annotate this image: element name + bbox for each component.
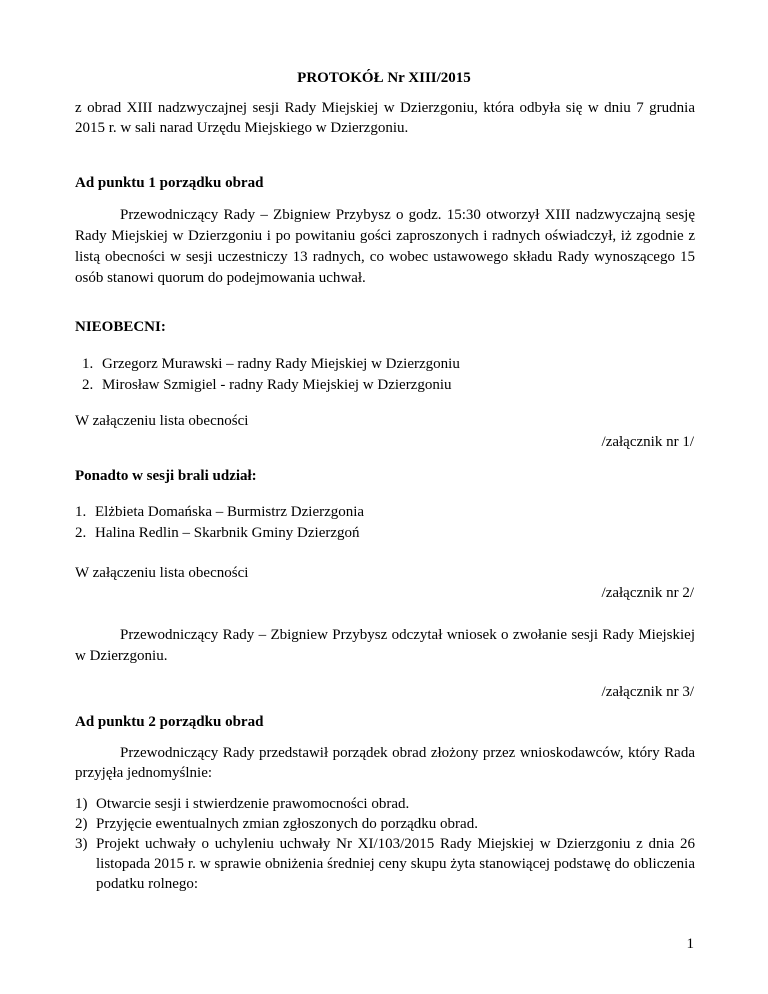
- list-item-text: Mirosław Szmigiel - radny Rady Miejskiej w Dzierzgoniu: [102, 377, 452, 393]
- list-item: [75, 502, 364, 522]
- absent-heading: NIEOBECNI:: [75, 319, 166, 335]
- list-item-number: 3): [75, 836, 88, 852]
- list-item: [75, 794, 695, 814]
- ad1-heading: Ad punktu 1 porządku obrad: [75, 175, 264, 191]
- page-title: PROTOKÓŁ Nr XIII/2015: [297, 70, 471, 86]
- list-item-number: 2.: [75, 525, 87, 541]
- ad2-paragraph: Przewodniczący Rady przedstawił porządek obrad złożony przez wnioskodawców, który Rada przyjęła jednomyślnie:: [75, 745, 695, 781]
- list-item: [75, 523, 360, 543]
- list-item-text: Elżbieta Domańska – Burmistrz Dzierzgonia: [95, 504, 365, 520]
- list-item: [75, 814, 695, 834]
- list-item-number: 2.: [82, 377, 94, 393]
- list-item: [82, 375, 452, 395]
- list-item-text: Grzegorz Murawski – radny Rady Miejskiej w Dzierzgoniu: [102, 356, 460, 372]
- attachment-1-ref: /załącznik nr 1/: [601, 434, 694, 450]
- absent-note: W załączeniu lista obecności: [75, 413, 249, 429]
- list-item-text: Otwarcie sesji i stwierdzenie prawomocności obrad.: [96, 796, 410, 812]
- list-item-number: 1.: [82, 356, 94, 372]
- attachment-2-ref: /załącznik nr 2/: [601, 585, 694, 601]
- others-note: W załączeniu lista obecności: [75, 565, 249, 581]
- list-item: [75, 834, 695, 894]
- list-item-text: Halina Redlin – Skarbnik Gminy Dzierzgoń: [95, 525, 360, 541]
- attachment-3-ref: /załącznik nr 3/: [601, 684, 694, 700]
- list-item-number: 2): [75, 816, 88, 832]
- list-item-number: 1): [75, 796, 88, 812]
- list-item: [82, 354, 460, 374]
- ad1-paragraph: Przewodniczący Rady – Zbigniew Przybysz o godz. 15:30 otworzył XIII nadzwyczajną sesję Rady Miejskiej w Dzierzgoniu i po powitaniu gości zaproszonych i radnych oświadczył, iż zgodnie z listą obecności w sesji uczestniczy 13 radnych, co wobec ustawowego składu Rady wynoszącego 15 osób stanowi quorum do podejmowania uchwał.: [75, 207, 695, 286]
- intro-paragraph: z obrad XIII nadzwyczajnej sesji Rady Miejskiej w Dzierzgoniu, która odbyła się w dniu 7 grudnia 2015 r. w sali narad Urzędu Miejskiego w Dzierzgoniu.: [75, 100, 695, 136]
- list-item-text: Przyjęcie ewentualnych zmian zgłoszonych do porządku obrad.: [96, 816, 478, 832]
- list-item-text: Projekt uchwały o uchyleniu uchwały Nr XI/103/2015 Rady Miejskiej w Dzierzgoniu z dnia 26 listopada 2015 r. w sprawie obniżenia średniej ceny skupu żyta stanowiącej podstawę do obliczenia podatku rolnego:: [96, 836, 695, 892]
- motion-paragraph: Przewodniczący Rady – Zbigniew Przybysz odczytał wniosek o zwołanie sesji Rady Miejskiej w Dzierzgoniu.: [75, 627, 695, 664]
- ad2-heading: Ad punktu 2 porządku obrad: [75, 714, 264, 730]
- page-number: 1: [686, 936, 694, 952]
- list-item-number: 1.: [75, 504, 87, 520]
- others-heading: Ponadto w sesji brali udział:: [75, 468, 257, 484]
